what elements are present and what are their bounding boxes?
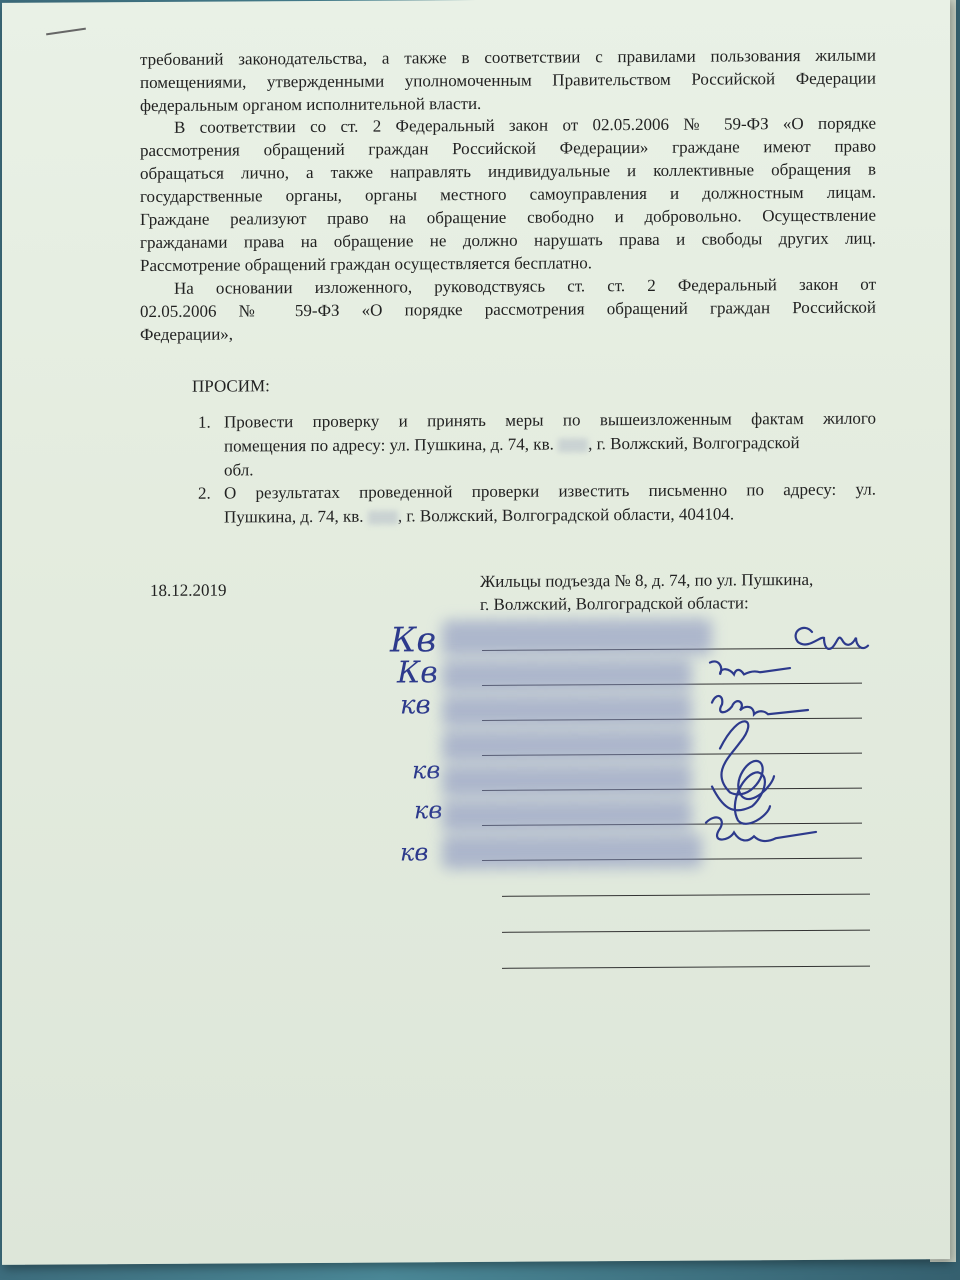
paragraph-line: Рассмотрение обращений граждан осуществляется бесплатно. [140, 253, 593, 276]
item-line [224, 432, 800, 458]
handwritten-apt-label: Кв [390, 620, 437, 661]
item-line: Провести проверку и принять меры по вышеизложенным фактам жилого [224, 408, 876, 432]
handwritten-signatures [692, 609, 902, 880]
paragraph-line: гражданами права на обращение не должно нарушать права и свободы других лиц. [140, 228, 876, 253]
handwritten-apt-label: кв [400, 690, 431, 721]
paragraph-line: На основании изложенного, руководствуясь ст. ст. 2 Федеральный закон от [174, 274, 876, 298]
item-line [224, 503, 734, 528]
redacted-resident-name [442, 729, 692, 763]
handwritten-apt-label: кв [414, 796, 443, 825]
address-text: Пушкина, д. 74, кв. [224, 506, 364, 527]
paragraph-line: рассмотрения обращений граждан Российской Федерации» граждане имеют право [140, 136, 876, 161]
address-text: , г. Волжский, Волгоградской области, 404104. [397, 504, 735, 526]
redacted-resident-name [442, 834, 702, 870]
handwritten-apt-label: кв [400, 838, 429, 867]
pen-mark [46, 28, 86, 36]
address-text: помещения по адресу: ул. Пушкина, д. 74, кв. [224, 434, 554, 456]
paragraph-line: обращаться лично, а также направлять индивидуальные и коллективные обращения в [140, 159, 876, 184]
redacted-resident-name [442, 694, 692, 728]
item-line: обл. [224, 460, 254, 480]
signature-line [502, 894, 870, 897]
redacted-apartment [368, 511, 398, 525]
residents-heading: г. Волжский, Волгоградской области: [480, 593, 749, 614]
body-text [2, 0, 950, 345]
handwritten-apt-label: Кв [397, 655, 438, 691]
paragraph-line: Граждане реализуют право на обращение свободно и добровольно. Осуществление [140, 205, 876, 230]
residents-heading: Жильцы подъезда № 8, д. 74, по ул. Пушкина, [480, 569, 814, 591]
paragraph-line: государственные органы, органы местного самоуправления и должностным лицам. [140, 182, 876, 207]
paragraph-line: требований законодательства, а также в соответствии с правилами пользования жилыми [140, 45, 876, 70]
item-number: 2. [198, 483, 211, 503]
redacted-resident-name [442, 764, 692, 798]
paragraph-line: Федерации», [140, 324, 234, 345]
paragraph-line: помещениями, утвержденными уполномоченным Правительством Российской Федерации [140, 68, 876, 93]
address-text: , г. Волжский, Волгоградской [588, 433, 800, 454]
paragraph-line: В соответствии со ст. 2 Федеральный закон от 02.05.2006 № 59-ФЗ «О порядке [174, 113, 876, 137]
signature-line [502, 966, 870, 969]
redacted-resident-name [442, 659, 692, 693]
document-page [2, 0, 950, 1265]
signature-line [502, 930, 870, 933]
item-number: 1. [198, 412, 211, 432]
item-line: О результатах проведенной проверки известить письменно по адресу: ул. [224, 479, 876, 503]
redacted-resident-name [442, 619, 712, 657]
handwritten-apt-label: кв [412, 756, 441, 785]
request-heading: ПРОСИМ: [192, 376, 270, 396]
redacted-apartment [558, 438, 588, 452]
paragraph-line: федеральным органом исполнительной власти. [140, 93, 482, 116]
redacted-resident-name [442, 799, 692, 833]
document-date: 18.12.2019 [150, 580, 227, 600]
paragraph-line: 02.05.2006 № 59-ФЗ «О порядке рассмотрения обращений граждан Российской [140, 297, 876, 322]
